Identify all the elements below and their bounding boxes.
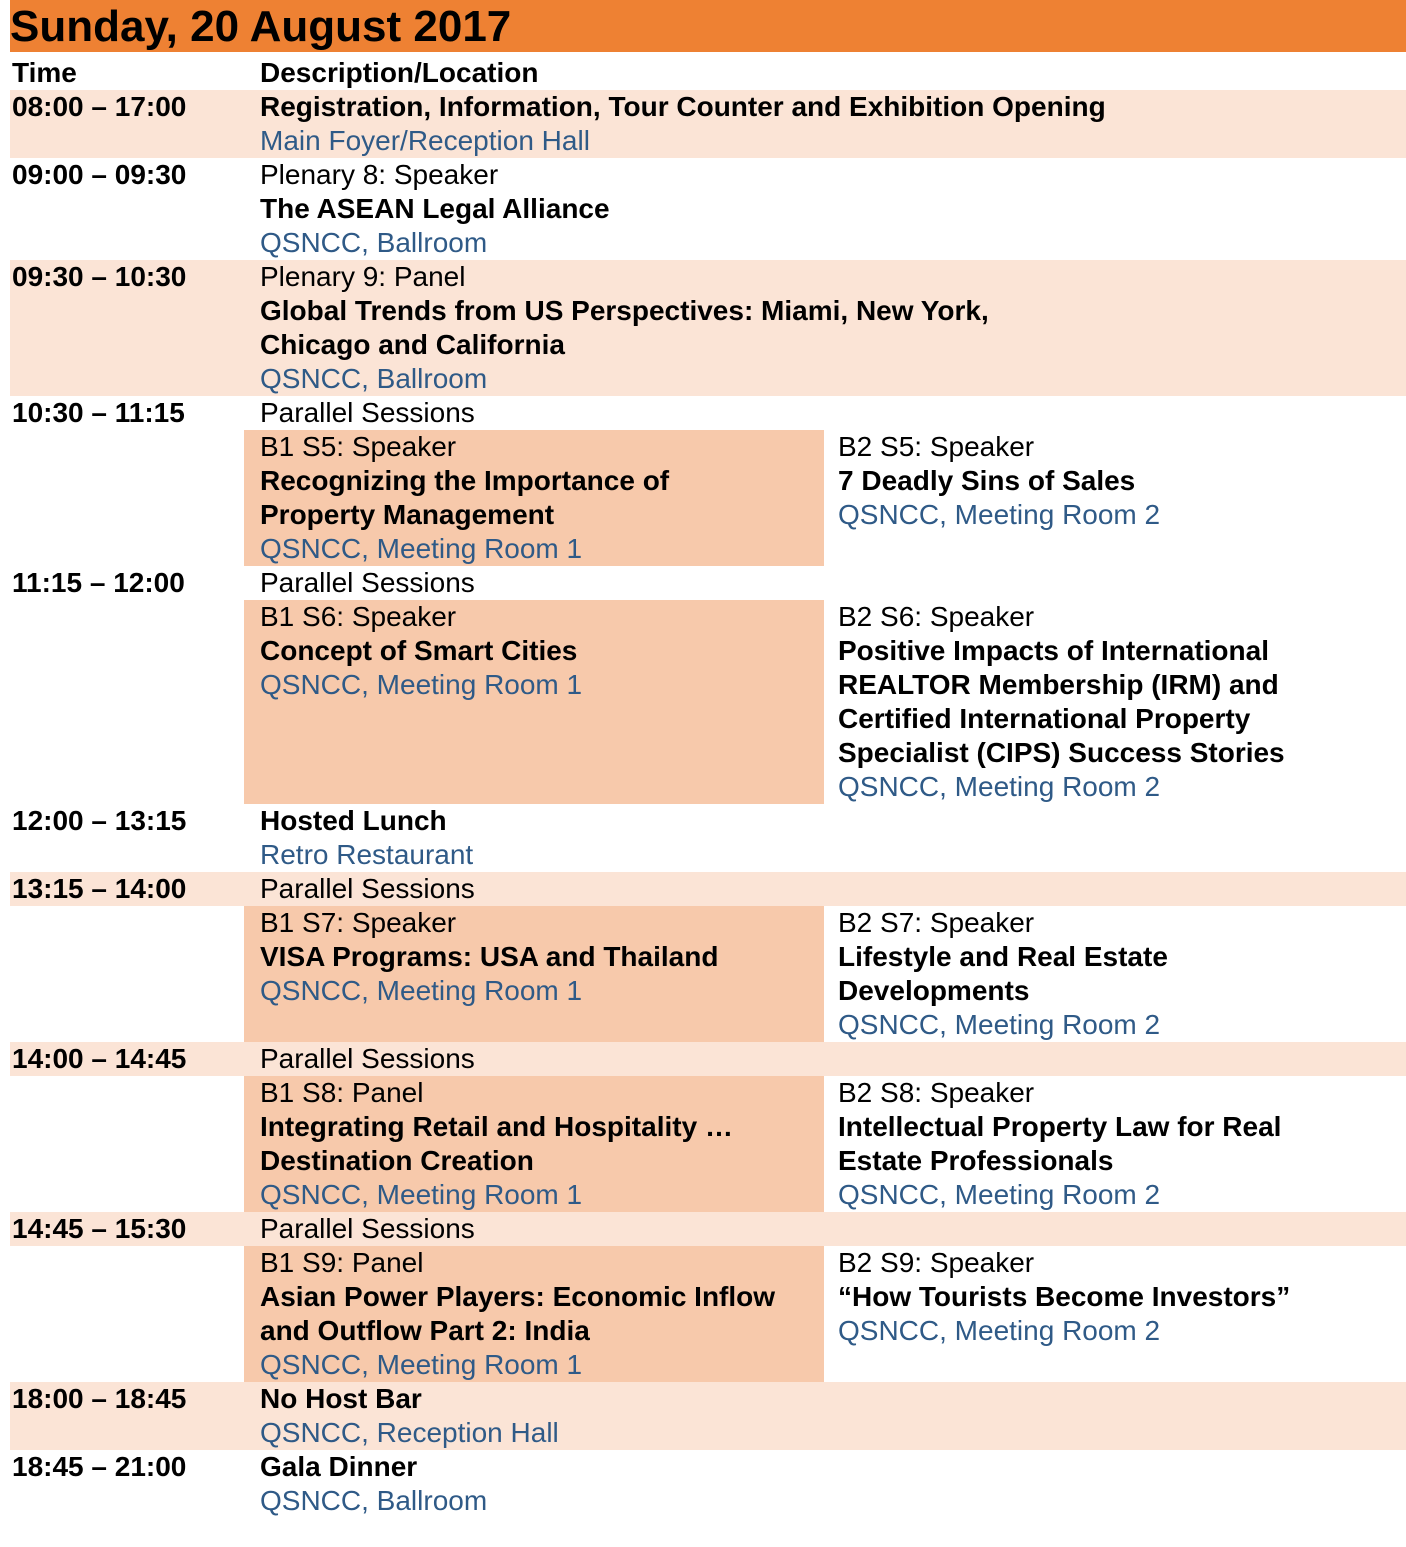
time-slot: 14:45 – 15:30	[12, 1213, 187, 1244]
session-title: Developments	[838, 975, 1030, 1006]
session-title: Positive Impacts of International	[838, 635, 1269, 666]
session-location: QSNCC, Meeting Room 1	[260, 533, 583, 564]
session-label: B2 S9: Speaker	[838, 1247, 1035, 1278]
page-title: Sunday, 20 August 2017	[10, 2, 512, 51]
event-title: Chicago and California	[260, 329, 565, 360]
row-band	[10, 1382, 1406, 1450]
session-location: QSNCC, Meeting Room 2	[838, 1009, 1161, 1040]
session-type: Parallel Sessions	[260, 1043, 475, 1074]
event-location: QSNCC, Reception Hall	[260, 1417, 559, 1448]
session-location: QSNCC, Meeting Room 2	[838, 1179, 1161, 1210]
session-type: Parallel Sessions	[260, 397, 475, 428]
session-title: Certified International Property	[838, 703, 1251, 734]
row-band	[10, 872, 1406, 906]
session-type: Plenary 8: Speaker	[260, 159, 499, 190]
column-header-description: Description/Location	[260, 57, 539, 88]
session-title: Property Management	[260, 499, 555, 530]
session-location: QSNCC, Meeting Room 2	[838, 499, 1161, 530]
time-slot: 12:00 – 13:15	[12, 805, 187, 836]
session-location: QSNCC, Meeting Room 2	[838, 1315, 1161, 1346]
time-slot: 18:45 – 21:00	[12, 1451, 187, 1482]
session-label: B2 S7: Speaker	[838, 907, 1035, 938]
session-label: B1 S6: Speaker	[260, 601, 457, 632]
session-type: Plenary 9: Panel	[260, 261, 466, 292]
session-title: Intellectual Property Law for Real	[838, 1111, 1282, 1142]
event-location: QSNCC, Ballroom	[260, 1485, 488, 1516]
row-band	[10, 1042, 1406, 1076]
column-header-time: Time	[12, 57, 77, 88]
session-title: Asian Power Players: Economic Inflow	[260, 1281, 776, 1312]
time-slot: 11:15 – 12:00	[12, 567, 185, 598]
session-title: 7 Deadly Sins of Sales	[838, 465, 1136, 496]
session-title: Estate Professionals	[838, 1145, 1114, 1176]
event-title: The ASEAN Legal Alliance	[260, 193, 610, 224]
session-label: B1 S7: Speaker	[260, 907, 457, 938]
time-slot: 09:00 – 09:30	[12, 159, 187, 190]
session-label: B2 S5: Speaker	[838, 431, 1035, 462]
session-title: Lifestyle and Real Estate	[838, 941, 1168, 972]
event-title: Global Trends from US Perspectives: Miami, New York,	[260, 295, 989, 326]
session-label: B2 S8: Speaker	[838, 1077, 1035, 1108]
session-location: QSNCC, Meeting Room 2	[838, 771, 1161, 802]
session-type: Parallel Sessions	[260, 873, 475, 904]
session-title: VISA Programs: USA and Thailand	[260, 941, 719, 972]
session-title: Specialist (CIPS) Success Stories	[838, 737, 1285, 768]
session-title: REALTOR Membership (IRM) and	[838, 669, 1279, 700]
session-title: and Outflow Part 2: India	[260, 1315, 590, 1346]
session-type: Parallel Sessions	[260, 567, 475, 598]
session-location: QSNCC, Meeting Room 1	[260, 1349, 583, 1380]
time-slot: 13:15 – 14:00	[12, 873, 187, 904]
event-location: QSNCC, Ballroom	[260, 227, 488, 258]
session-title: Concept of Smart Cities	[260, 635, 578, 666]
event-title: Hosted Lunch	[260, 805, 447, 836]
event-location: Main Foyer/Reception Hall	[260, 125, 590, 156]
session-label: B1 S8: Panel	[260, 1077, 424, 1108]
session-location: QSNCC, Meeting Room 1	[260, 975, 583, 1006]
event-title: No Host Bar	[260, 1383, 422, 1414]
session-type: Parallel Sessions	[260, 1213, 475, 1244]
session-title: Recognizing the Importance of	[260, 465, 670, 496]
time-slot: 08:00 – 17:00	[12, 91, 187, 122]
time-slot: 10:30 – 11:15	[12, 397, 185, 428]
session-location: QSNCC, Meeting Room 1	[260, 1179, 583, 1210]
row-band	[10, 1212, 1406, 1246]
time-slot: 14:00 – 14:45	[12, 1043, 187, 1074]
session-title: Destination Creation	[260, 1145, 534, 1176]
session-label: B1 S9: Panel	[260, 1247, 424, 1278]
session-title: “How Tourists Become Investors”	[838, 1281, 1291, 1312]
time-slot: 18:00 – 18:45	[12, 1383, 187, 1414]
session-location: QSNCC, Meeting Room 1	[260, 669, 583, 700]
event-location: QSNCC, Ballroom	[260, 363, 488, 394]
time-slot: 09:30 – 10:30	[12, 261, 187, 292]
event-title: Gala Dinner	[260, 1451, 418, 1482]
session-title: Integrating Retail and Hospitality …	[260, 1111, 733, 1142]
event-title: Registration, Information, Tour Counter and Exhibition Opening	[260, 91, 1106, 122]
row-band	[10, 260, 1406, 396]
session-label: B1 S5: Speaker	[260, 431, 457, 462]
session-label: B2 S6: Speaker	[838, 601, 1035, 632]
event-location: Retro Restaurant	[260, 839, 474, 870]
